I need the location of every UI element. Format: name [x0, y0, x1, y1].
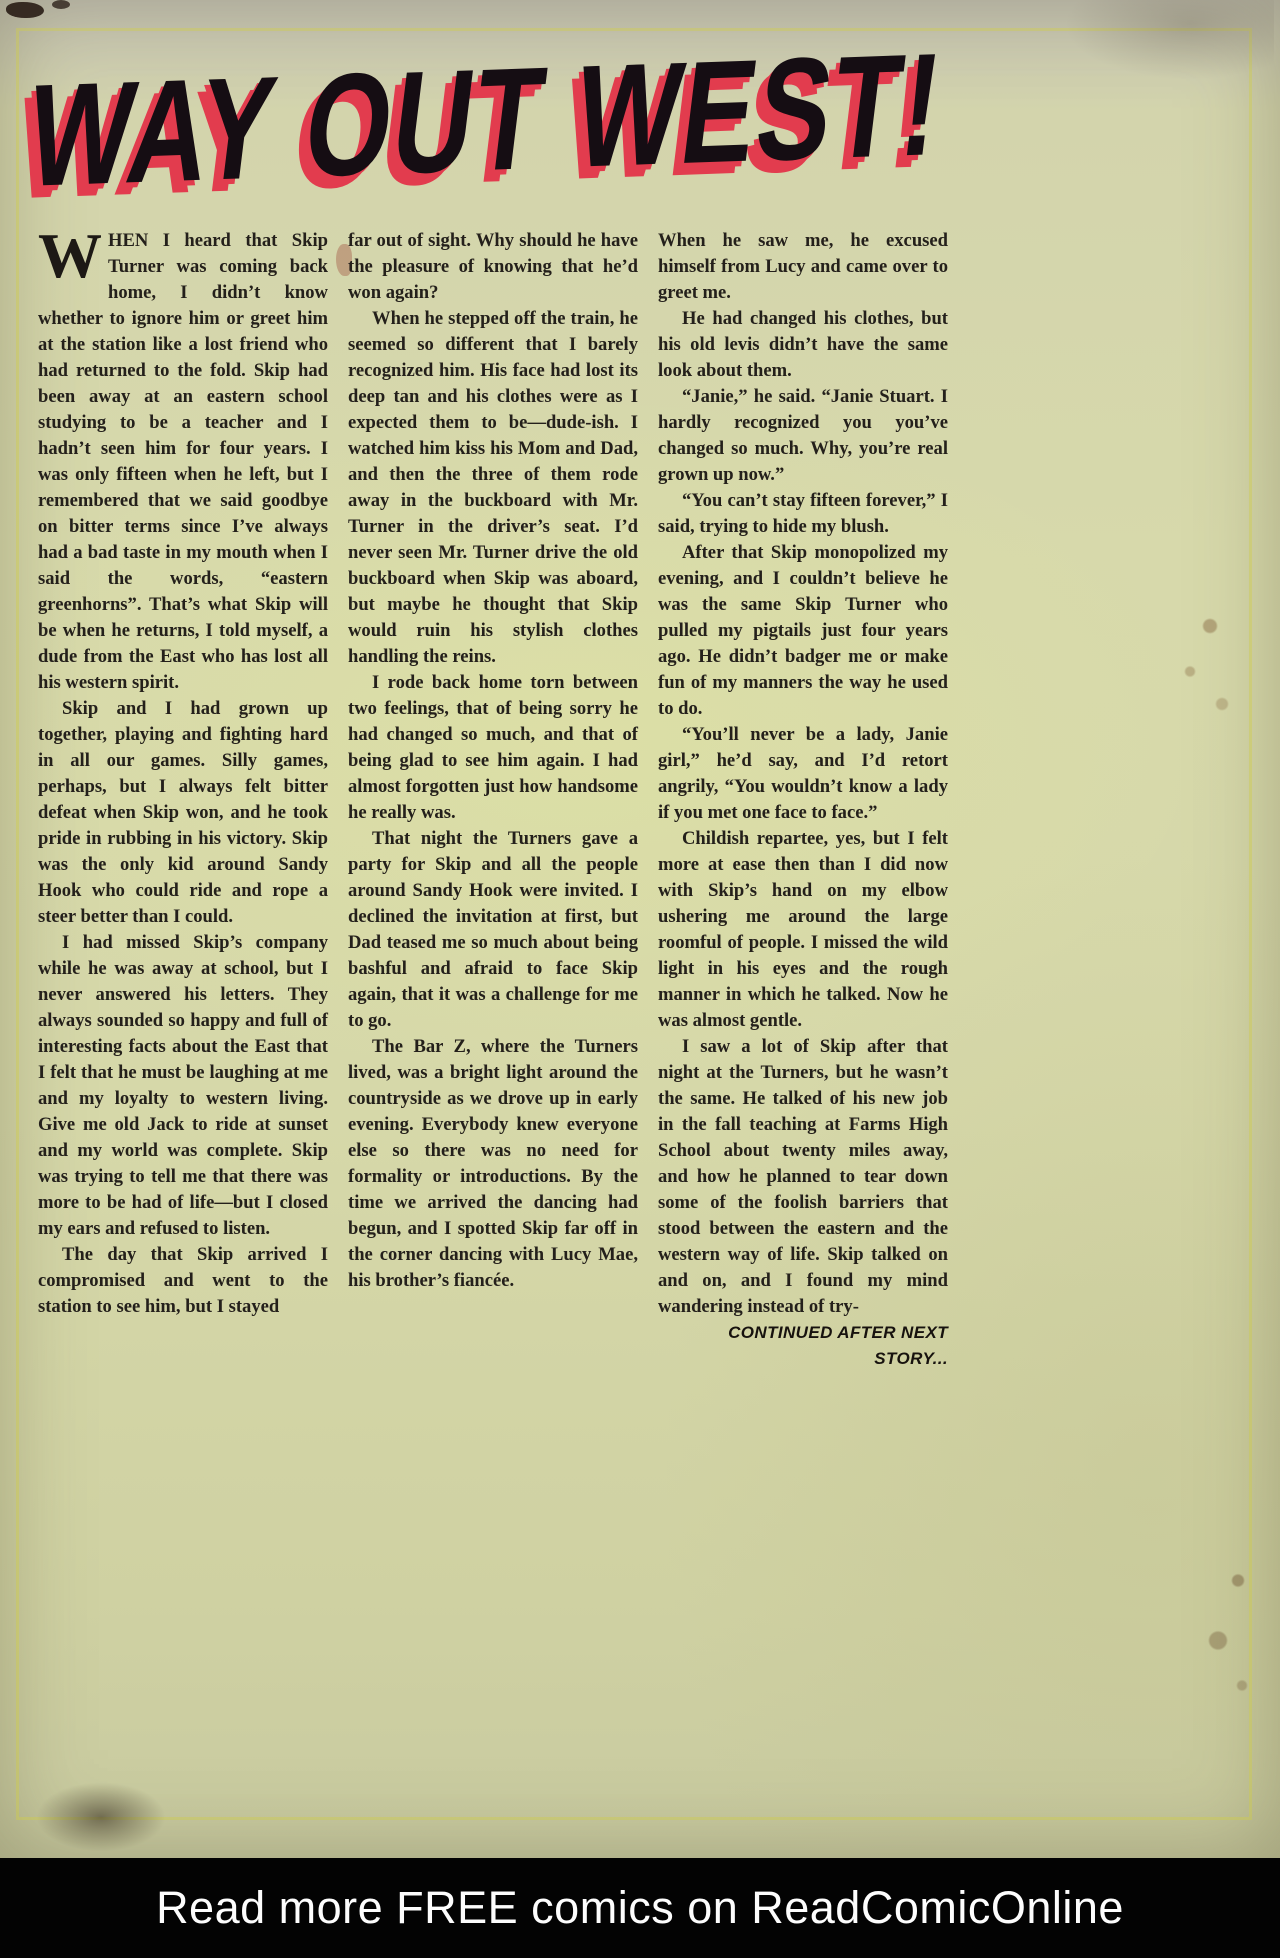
paragraph: The Bar Z, where the Turners lived, was a bright light around the countryside as we drove up in early evening. Everybody knew everyone else so there was no need for formality or introductions. By the time we arrived the dancing had begun, and I spotted Skip far off in the corner dancing with Lucy Mae, his brother’s fiancée. — [348, 1036, 638, 1291]
paragraph: I rode back home torn between two feelings, that of being sorry he had changed so much, and that of being glad to see him again. I had almost forgotten just how handsome he really was. — [348, 672, 638, 823]
story-columns — [38, 220, 950, 1372]
paragraph: “Janie,” he said. “Janie Stuart. I hardly recognized you you’ve changed so much. Why, you’re real grown up now.” — [658, 386, 948, 485]
story-column-3 — [658, 228, 948, 1372]
story-column-1 — [38, 220, 328, 1372]
story-column-2 — [348, 228, 638, 1372]
paper-stain — [1190, 1558, 1270, 1708]
paragraph: Skip and I had grown up together, playing and fighting hard in all our games. Silly games, perhaps, but I always felt bitter defeat when Skip won, and he took pride in rubbing in his victory. Skip was the only kid around Sandy Hook who could ride and rope a steer better than I could. — [38, 698, 328, 927]
paragraph: After that Skip monopolized my evening, and I couldn’t believe he was the same Skip Turner who pulled my pigtails just four years ago. He didn’t badger me or make fun of my manners the way he used to do. — [658, 542, 948, 719]
paragraph: far out of sight. Why should he have the pleasure of knowing that he’d won again? — [348, 230, 638, 303]
paragraph: That night the Turners gave a party for Skip and all the people around Sandy Hook were invited. I declined the invitation at first, but Dad teased me so much about being bashful and afraid to face Skip again, that it was a challenge for me to go. — [348, 828, 638, 1031]
paragraph: I saw a lot of Skip after that night at the Turners, but he wasn’t the same. He talked of his new job in the fall teaching at Farms High School about twenty miles away, and how he planned to tear down some of the foolish barriers that stood between the eastern and the western way of life. Skip talked on and on, and I found my mind wandering instead of try- — [658, 1036, 948, 1317]
footer-ad-bar — [0, 1858, 1280, 1958]
paragraph: When he saw me, he excused himself from Lucy and came over to greet me. — [658, 230, 948, 303]
paragraph: He had changed his clothes, but his old levis didn’t have the same look about them. — [658, 308, 948, 381]
paragraph: Childish repartee, yes, but I felt more at ease then than I did now with Skip’s hand on my elbow ushering me around the large roomful of people. I missed the wild light in his eyes and the rough manner in which he talked. Now he was almost gentle. — [658, 828, 948, 1031]
drop-cap: W — [38, 220, 102, 291]
paper-stain — [36, 1782, 166, 1852]
paragraph — [38, 220, 328, 696]
paragraph: “You’ll never be a lady, Janie girl,” he’d say, and I’d retort angrily, “You wouldn’t know a lady if you met one face to face.” — [658, 724, 948, 823]
paragraph: “You can’t stay fifteen forever,” I said, trying to hide my blush. — [658, 490, 948, 537]
paragraph: When he stepped off the train, he seemed so different that I barely recognized him. His face had lost its deep tan and his clothes were as I expected them to be—dude-ish. I watched him kiss his Mom and Dad, and then the three of them rode away in the buckboard with Mr. Turner in the driver’s seat. I’d never seen Mr. Turner drive the old buckboard when Skip was aboard, but maybe he thought that Skip would ruin his stylish clothes handling the reins. — [348, 308, 638, 667]
paragraph-text: HEN I heard that Skip Turner was coming back home, I didn’t know whether to ignore him or greet him at the station like a lost friend who had returned to the fold. Skip had been away at an eastern school studying to be a teacher and I hadn’t seen him for four years. I was only fifteen when he left, but I remembered that we said goodbye on bitter terms since I’ve always had a bad taste in my mouth when I said the words, “eastern greenhorns”. That’s what Skip will be when he returns, I told myself, a dude from the East who has lost all his western spirit. — [38, 230, 328, 693]
story-title: WAY OUT WEST! — [19, 22, 952, 218]
readcomiconline-link[interactable]: Read more FREE comics on ReadComicOnline — [156, 1882, 1124, 1933]
paper-stain — [1064, 0, 1274, 80]
paragraph: I had missed Skip’s company while he was away at school, but I never answered his letters. They always sounded so happy and full of interesting facts about the East that I felt that he must be laughing at me and my loyalty to western living. Give me old Jack to ride at sunset and my world was complete. Skip was trying to tell me that there was more to be had of life—but I closed my ears and refused to listen. — [38, 932, 328, 1239]
paper-stain — [6, 2, 44, 18]
paragraph: The day that Skip arrived I compromised and went to the station to see him, but I stayed — [38, 1244, 328, 1317]
paper-stain — [1166, 600, 1246, 730]
paper-stain — [52, 0, 70, 9]
continued-note: CONTINUED AFTER NEXT STORY... — [728, 1323, 948, 1368]
